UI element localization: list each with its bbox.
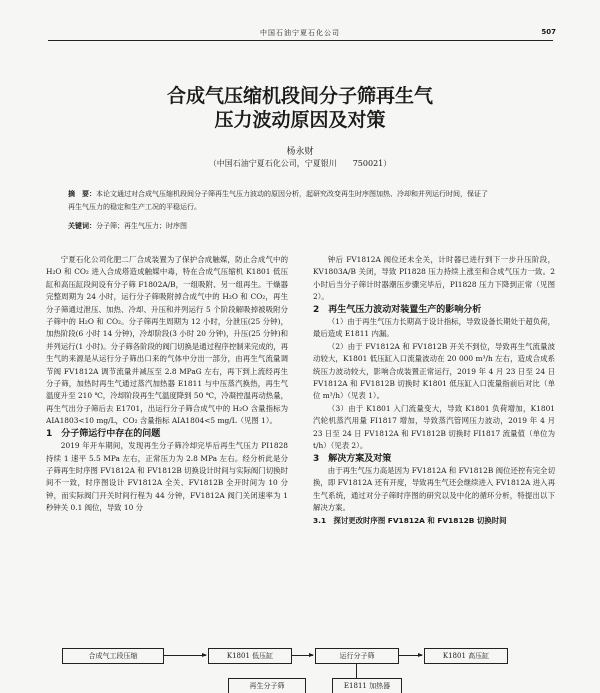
abstract	[68, 188, 538, 214]
right-paragraph-2: （1）由于再生气压力长期高于设计指标，导致设备长期处于超负荷，最后造成 E1811 内漏。	[313, 317, 555, 339]
left-column	[46, 254, 288, 515]
section-1-heading: 1 分子筛运行中存在的问题	[46, 428, 161, 439]
section-2-heading: 2 再生气压力波动对装置生产的影响分析	[313, 304, 482, 315]
diagram-box-e1811: E1811 加热器	[332, 678, 402, 693]
right-paragraph-5: 由于再生气压力高是因为 FV1812A 和 FV1812B 阀位还控有完全切换，即 FV1812A 还有开度，导致再生气还会继续进入 FV1812A 进入再生气系统，通过对分子筛时序图的研究以及中化的循环分析，特提出以下解决方案。	[313, 465, 555, 513]
keywords-label: 关键词：	[68, 222, 96, 230]
right-paragraph-3: （2）由于 FV1812A 和 FV1812B 开关不到位，导致再生气流量波动较大，K1801 低压缸入口流量波动在 20 000 m³/h 左右，造成合成系统压力波动较大，影响合成装置正常运行，2019 年 4 月 23 日至 24 日 FV1812A 和 FV1812B 切换时 K1801 低压缸入口流量指前后对比（单位 m³/h）（见表 1）。	[313, 341, 555, 401]
abstract-text-1: 本论文通过对合成气压缩机段间分子筛再生气压力波动的原因分析，起研究改变再生时序图加热、冷却和并列运行时间，保证了	[96, 190, 488, 198]
diagram-box-syngas: 合成气工段压缩	[62, 648, 164, 664]
right-paragraph-4: （3）由于 K1801 入门流量变大，导致 K1801 负荷增加，K1801 汽轮机蒸汽用量 FI1817 增加，导致蒸汽管网压力波动，2019 年 4 月 23 日至 24 日 FV1812A 和 FV1812B 切换时 FI1817 流量值（单位为 t/h）（见表 2）。	[313, 403, 555, 451]
journal-name: 中国石油宁夏石化公司	[260, 29, 340, 37]
diagram-box-k1801-high: K1801 高压缸	[424, 648, 508, 664]
keywords-text: 分子筛；再生气压力；时序图	[96, 222, 187, 230]
subsection-3-1-heading: 3.1 探讨更改时序图 FV1812A 和 FV1812B 切换时间	[313, 515, 507, 525]
paper-title-line1: 合成气压缩机段间分子筛再生气	[166, 85, 433, 107]
keywords	[68, 220, 538, 233]
diagram-arrow-2	[291, 655, 313, 656]
left-paragraph-1: 宁夏石化公司化肥二厂合成装置为了保护合成触媒，防止合成气中的 H₂O 和 CO₂ 进入合成塔造成触媒中毒，特在合成气压缩机 K1801 低压缸和高压缸段间设有分子筛 F1802A/B，一组吸附、另一组再生。干燥器完整周期为 24 小时，运行分子筛吸附掉合成气中的 H₂O 和 CO₂，再生分子筛通过泄压、加热、冷却、升压和并列运行 5 个阶段解吸掉被吸附分子筛中的 H₂O 和 CO₂。分子筛再生周期为 12 小时，分泄压(25 分钟)，加热阶段(6 小时 14 分钟)，冷却阶段(3 小时 20 分钟)，升压(25 分钟)和并列运行(1 小时)。分子筛各阶段的阀门切换是通过程序控制来完成的，再生气的来源是从运行分子筛出口来的气体中分出一部分，由再生气流量调节阀 FV1812A 调节流量并减压至 2.8 MPaG 左右，再下到上流经再生分子筛，加热时再生气通过蒸汽加热器 E1811 与中压蒸汽换热，再生气温度升至 210 ℃，冷却阶段再生气温度降到 50 ℃，冷凝控温再动热量，再生气出分子筛后去 E1701，出运行分子筛合成气中的 H₂O 含量指标为 AIA1803<10 mg/L，CO₂ 含量指标 AIA1804<5 mg/L（见图 1）。	[46, 255, 288, 426]
author-affiliation: （中国石油宁夏石化公司，宁夏银川 750021）	[208, 159, 392, 168]
left-paragraph-2: 2019 年开车期间，发现再生分子筛冷却完毕后再生气压力 PI1828 持续 1 速平 5.5 MPa 左右，正常压力为 2.8 MPa 左右。经分析此是分子筛再生时序图 FV1812A 和 FV1812B 切换设计时间与实际阀门切换时间不一致，时序图设计 FV1812A 全关、FV1812B 全开时间为 10 分钟，而实际阀门开关时间行程为 44 分钟，FV1812A 阀门关闭速率为 1 秒钟关 0.1 阀位，导致 10 分	[46, 441, 288, 513]
section-3-heading: 3 解决方案及对策	[313, 453, 392, 464]
abstract-text-2: 再生气压力的稳定和生产工况的平稳运行。	[68, 203, 201, 211]
diagram-connector-down	[356, 663, 357, 679]
header-rule	[48, 40, 553, 41]
diagram-box-k1801: K1801 低压缸	[208, 648, 292, 664]
abstract-label: 摘 要：	[68, 190, 96, 198]
diagram-arrow-3	[398, 655, 422, 656]
right-paragraph-1: 钟后 FV1812A 阀位还未全关，计时器已进行到下一步升压阶段，KV1803A/B 关闭，导致 PI1828 压力持续上涨至和合成气压力一致。2 小时后当分子筛计时器潮压步骤完毕后，PI1828 压力下降到正常（见图 2）。	[313, 255, 555, 302]
running-header	[0, 24, 600, 38]
paper-title-line2: 压力波动原因及对策	[214, 109, 386, 131]
page-number: 507	[541, 28, 556, 36]
diagram-box-running-sieve: 运行分子筛	[315, 648, 399, 664]
diagram-arrow-1	[163, 655, 206, 656]
right-column	[313, 254, 555, 527]
diagram-box-regen-sieve: 再生分子筛	[228, 678, 306, 693]
author-name: 杨永财	[286, 147, 314, 157]
